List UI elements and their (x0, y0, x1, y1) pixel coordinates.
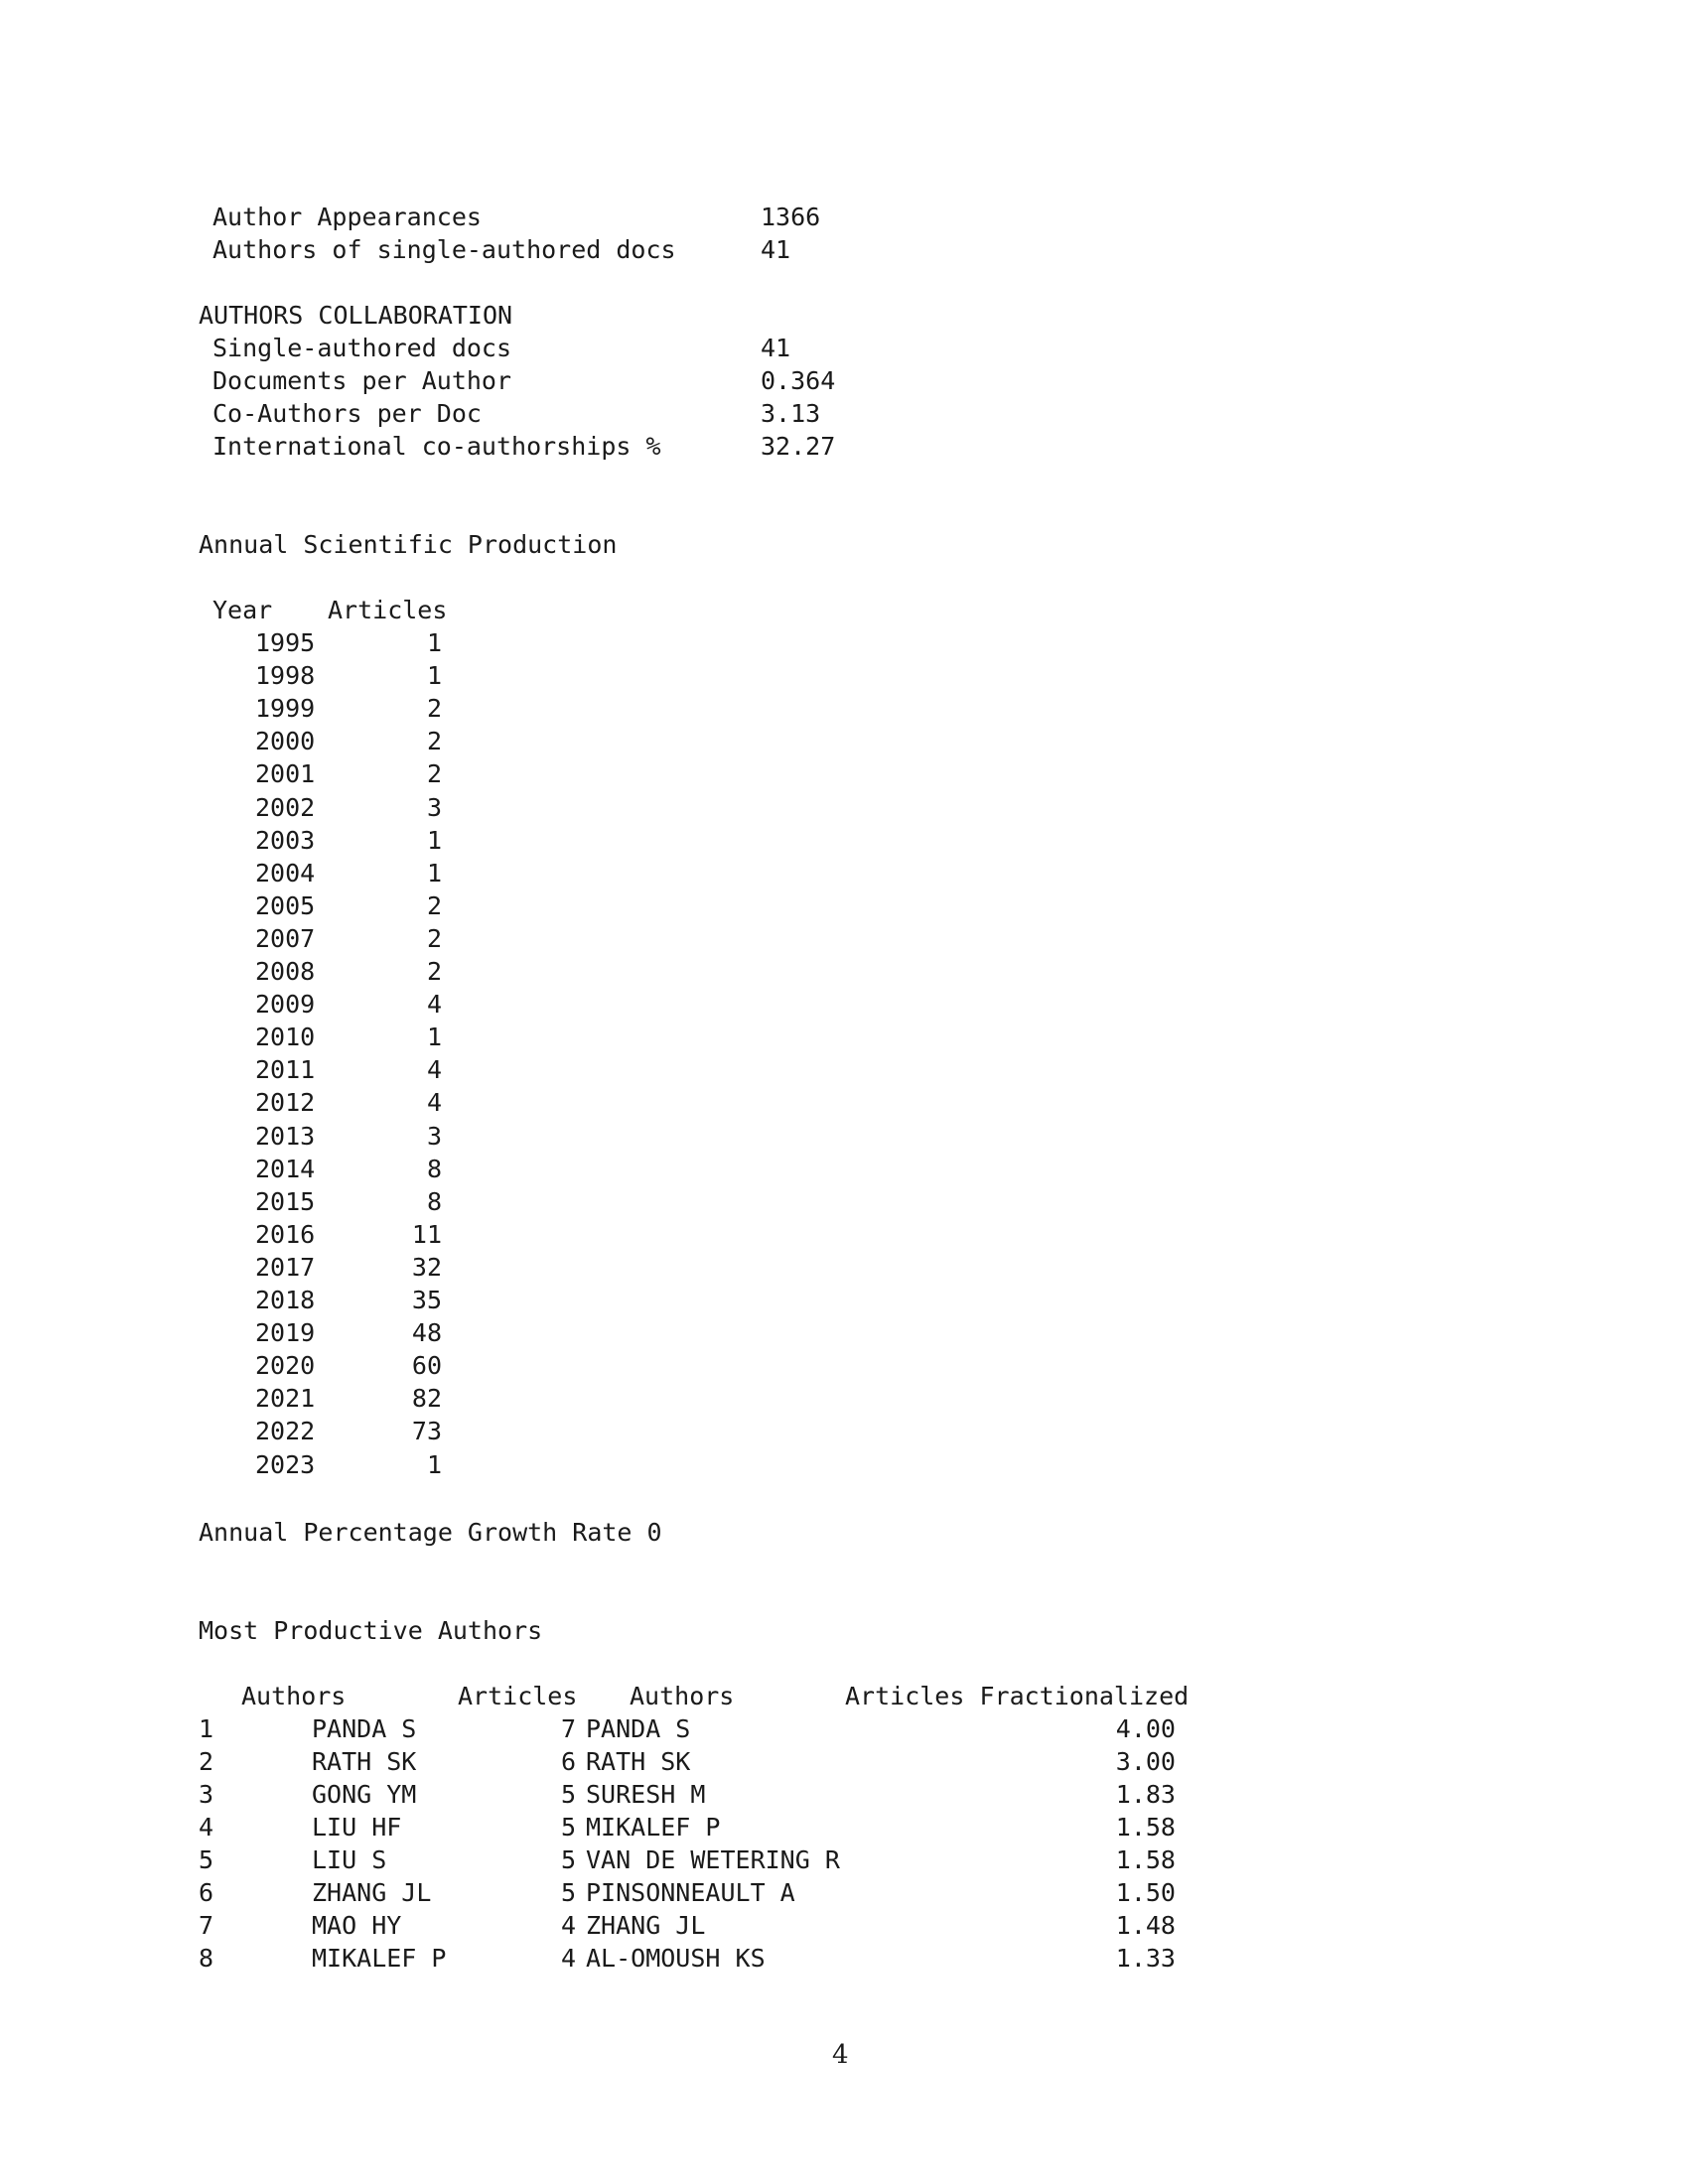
articles-column-header: Articles (328, 596, 448, 624)
author-cell: MAO HY (312, 1911, 402, 1940)
articles-cell: 11 (411, 1219, 442, 1249)
articles-cell: 5 (560, 1878, 576, 1907)
articles-cell: 5 (560, 1780, 576, 1809)
articles-cell: 1 (426, 858, 442, 887)
collab-label: International co-authorships % (212, 432, 661, 461)
year-cell: 2002 (255, 792, 316, 822)
articles-cell: 1 (426, 1449, 442, 1479)
author-frac-cell: RATH SK (586, 1747, 691, 1776)
year-cell: 1999 (255, 694, 316, 724)
articles-cell: 4 (560, 1944, 576, 1973)
articles-cell: 48 (411, 1318, 442, 1348)
articles-cell: 1 (426, 661, 442, 691)
articles-cell: 3 (426, 792, 442, 822)
articles-cell: 4 (426, 1088, 442, 1118)
author-frac-cell: ZHANG JL (586, 1911, 706, 1940)
articles-cell: 5 (560, 1813, 576, 1842)
collab-label: Single-authored docs (212, 334, 512, 362)
year-cell: 2019 (255, 1318, 316, 1348)
year-cell: 2018 (255, 1286, 316, 1314)
year-cell: 2017 (255, 1252, 316, 1282)
authors-frac-column-header: Authors (630, 1682, 735, 1710)
author-frac-cell: VAN DE WETERING R (586, 1845, 840, 1874)
year-cell: 2014 (255, 1154, 316, 1183)
year-cell: 1995 (255, 628, 316, 657)
fractionalized-cell: 1.33 (1115, 1944, 1176, 1973)
page-number: 4 (832, 2040, 849, 2070)
rank-cell: 4 (199, 1813, 214, 1842)
rank-cell: 7 (199, 1911, 214, 1940)
articles-cell: 4 (426, 1055, 442, 1085)
year-cell: 2023 (255, 1449, 316, 1479)
author-cell: MIKALEF P (312, 1944, 447, 1973)
year-cell: 2011 (255, 1055, 316, 1085)
articles-cell: 1 (426, 825, 442, 855)
author-cell: GONG YM (312, 1780, 417, 1809)
articles-cell: 2 (426, 890, 442, 920)
articles-cell: 1 (426, 628, 442, 657)
rank-cell: 6 (199, 1878, 214, 1907)
articles-cell: 8 (426, 1154, 442, 1183)
author-frac-cell: AL-OMOUSH KS (586, 1944, 766, 1973)
articles-cell: 73 (411, 1417, 442, 1446)
growth-rate-text: Annual Percentage Growth Rate 0 (199, 1518, 662, 1547)
author-frac-cell: SURESH M (586, 1780, 706, 1809)
single-authors-value: 41 (761, 235, 791, 264)
fractionalized-cell: 1.48 (1115, 1911, 1176, 1940)
author-frac-cell: MIKALEF P (586, 1813, 721, 1842)
articles-cell: 4 (426, 990, 442, 1020)
year-cell: 2010 (255, 1023, 316, 1052)
year-cell: 2004 (255, 858, 316, 887)
author-frac-cell: PANDA S (586, 1714, 691, 1743)
author-appearances-label: Author Appearances (212, 203, 482, 231)
fractionalized-cell: 3.00 (1115, 1747, 1176, 1776)
year-column-header: Year (212, 596, 273, 624)
articles-cell: 4 (560, 1911, 576, 1940)
year-cell: 1998 (255, 661, 316, 691)
year-cell: 2005 (255, 890, 316, 920)
collab-label: Documents per Author (212, 366, 512, 395)
year-cell: 2009 (255, 990, 316, 1020)
author-cell: LIU S (312, 1845, 387, 1874)
year-cell: 2001 (255, 759, 316, 789)
author-cell: ZHANG JL (312, 1878, 432, 1907)
annual-production-heading: Annual Scientific Production (199, 530, 618, 559)
year-cell: 2021 (255, 1384, 316, 1414)
year-cell: 2008 (255, 957, 316, 986)
collab-value: 3.13 (761, 399, 821, 428)
articles-cell: 2 (426, 694, 442, 724)
author-cell: PANDA S (312, 1714, 417, 1743)
rank-cell: 2 (199, 1747, 214, 1776)
articles-cell: 2 (426, 957, 442, 986)
single-authors-label: Authors of single-authored docs (212, 235, 676, 264)
productive-authors-heading: Most Productive Authors (199, 1616, 543, 1645)
articles-cell: 2 (426, 923, 442, 953)
articles-cell: 2 (426, 759, 442, 789)
articles-cell: 3 (426, 1121, 442, 1151)
rank-cell: 8 (199, 1944, 214, 1973)
year-cell: 2007 (255, 923, 316, 953)
articles-cell: 5 (560, 1845, 576, 1874)
author-cell: RATH SK (312, 1747, 417, 1776)
articles-cell: 82 (411, 1384, 442, 1414)
year-cell: 2000 (255, 727, 316, 756)
articles-cell: 60 (411, 1351, 442, 1381)
articles-cell: 6 (560, 1747, 576, 1776)
collab-value: 32.27 (761, 432, 836, 461)
rank-cell: 3 (199, 1780, 214, 1809)
collab-label: Co-Authors per Doc (212, 399, 482, 428)
author-appearances-value: 1366 (761, 203, 821, 231)
rank-cell: 5 (199, 1845, 214, 1874)
articles-cell: 32 (411, 1252, 442, 1282)
rank-cell: 1 (199, 1714, 214, 1743)
author-frac-cell: PINSONNEAULT A (586, 1878, 795, 1907)
year-cell: 2015 (255, 1186, 316, 1216)
articles-cell: 8 (426, 1186, 442, 1216)
fractionalized-cell: 1.50 (1115, 1878, 1176, 1907)
year-cell: 2020 (255, 1351, 316, 1381)
collab-value: 41 (761, 334, 791, 362)
year-cell: 2016 (255, 1219, 316, 1249)
articles-cell: 35 (411, 1286, 442, 1314)
fractionalized-cell: 4.00 (1115, 1714, 1176, 1743)
authors-column-header: Authors (241, 1682, 347, 1710)
collab-value: 0.364 (761, 366, 836, 395)
fractionalized-cell: 1.58 (1115, 1845, 1176, 1874)
articles-cell: 7 (560, 1714, 576, 1743)
year-cell: 2013 (255, 1121, 316, 1151)
year-cell: 2012 (255, 1088, 316, 1118)
articles-cell: 2 (426, 727, 442, 756)
articles-cell: 1 (426, 1023, 442, 1052)
fractionalized-cell: 1.58 (1115, 1813, 1176, 1842)
year-cell: 2022 (255, 1417, 316, 1446)
author-cell: LIU HF (312, 1813, 402, 1842)
collaboration-heading: AUTHORS COLLABORATION (199, 301, 513, 330)
fractionalized-cell: 1.83 (1115, 1780, 1176, 1809)
year-cell: 2003 (255, 825, 316, 855)
articles-column-header: Articles (458, 1682, 578, 1710)
fractionalized-column-header: Articles Fractionalized (845, 1682, 1190, 1710)
